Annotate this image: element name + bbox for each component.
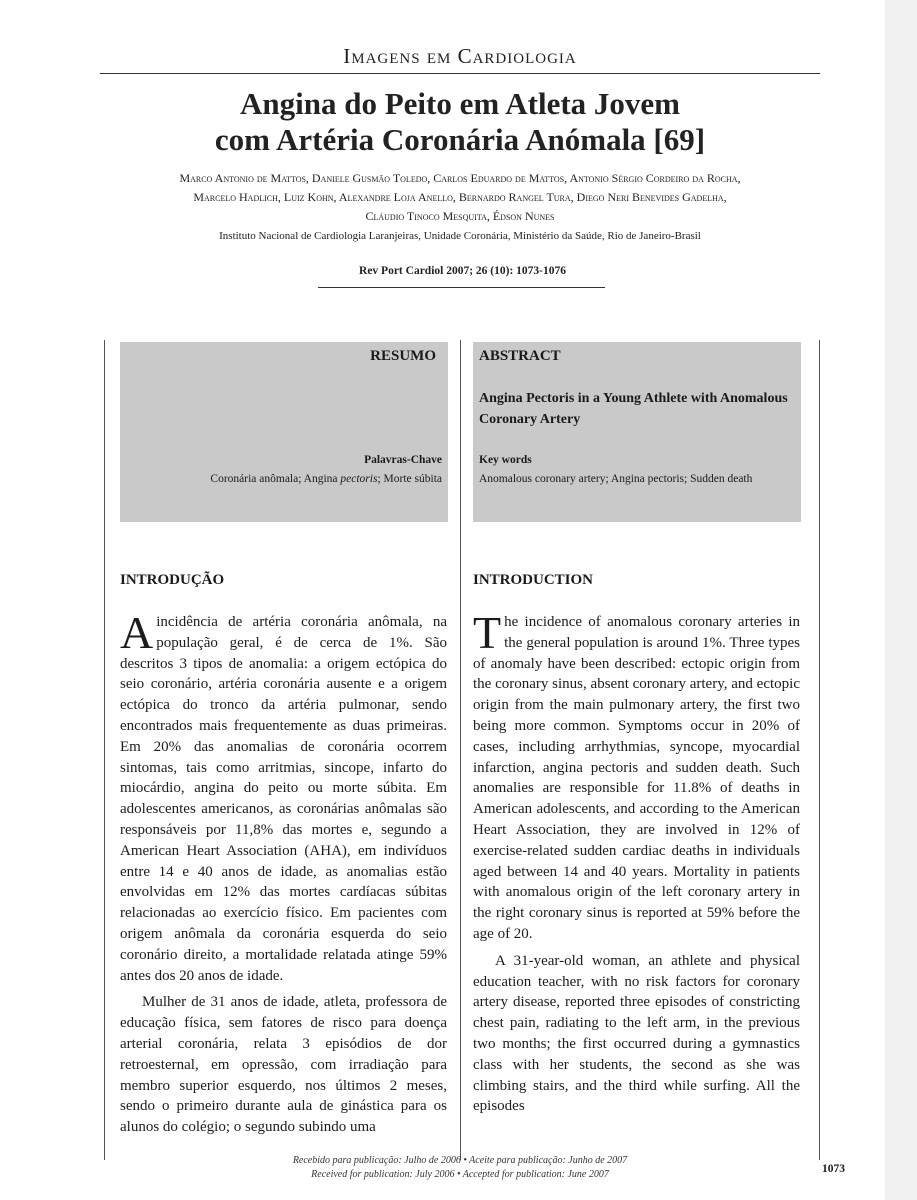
dropcap-pt: A (120, 612, 154, 658)
column-rule-right (819, 340, 820, 1160)
journal-citation: Rev Port Cardiol 2007; 26 (10): 1073-1076 (359, 265, 566, 277)
page-number: 1073 (822, 1163, 845, 1175)
resumo-heading: RESUMO (370, 348, 436, 364)
column-rule-middle (460, 340, 461, 1160)
paragraph-pt-1 (120, 612, 447, 986)
resumo-keywords-em: pectoris (340, 473, 378, 485)
header-rule (100, 73, 820, 74)
resumo-keywords-pre: Coronária anômala; Angina (210, 473, 341, 485)
authors-line-1: Marco Antonio de Mattos, Daniele Gusmão Toledo, Carlos Eduardo de Mattos, Antonio Sérgio Cordeiro da Rocha, (179, 171, 741, 185)
institution: Instituto Nacional de Cardiologia Laranjeiras, Unidade Coronária, Ministério da Saúde, Rio de Janeiro-Brasil (219, 230, 701, 242)
abstract-keywords: Anomalous coronary artery; Angina pectoris; Sudden death (479, 473, 753, 485)
abstract-title: Angina Pectoris in a Young Athlete with Anomalous Coronary Artery (479, 391, 788, 427)
author-list (100, 169, 820, 226)
resumo-keywords-label: Palavras-Chave (364, 454, 442, 466)
resumo-keywords (210, 473, 442, 485)
resumo-box (120, 342, 448, 522)
body-column-en (473, 612, 800, 1152)
dropcap-en: T (473, 612, 502, 658)
resumo-keywords-post: ; Morte súbita (377, 473, 442, 485)
title-line-1: Angina do Peito em Atleta Jovem (240, 86, 680, 121)
journal-rule (318, 287, 605, 288)
paragraph-en-1-text: he incidence of anomalous coronary arteries in the general population is around 1%. Three types of anomaly have been described: ectopic origin from the coronary sinus, absent coronary artery, and ectopic origin from the main pulmonary artery, the first two being more common. Symptoms occur in 20% of cases, including arrhythmias, syncope, myocardial infarction, angina pectoris and sudden death. Such anomalies are responsible for 11.8% of deaths in American adolescents, and according to the American Heart Association, they are involved in 12% of exercise-related sudden cardiac deaths in individuals aged between 14 and 40 years. Mortality in patients with anomalous origin of the left coronary artery in the right coronary sinus is reported at 59% before the age of 20. (473, 614, 800, 942)
article-title (100, 86, 820, 158)
column-rule-left (104, 340, 105, 1160)
footer-line-en: Received for publication: July 2006 • Accepted for publication: June 2007 (311, 1169, 609, 1180)
section-title: Imagens em Cardiologia (343, 44, 577, 68)
paragraph-en-1 (473, 612, 800, 945)
body-column-pt (120, 612, 447, 1152)
intro-heading-pt: INTRODUÇÃO (120, 572, 225, 588)
title-line-2: com Artéria Coronária Anómala [69] (214, 122, 706, 157)
authors-line-3: Cláudio Tinoco Mesquita, Édson Nunes (365, 209, 555, 223)
footer-line-pt: Recebido para publicação: Julho de 2006 • Aceite para publicação: Junho de 2007 (292, 1155, 628, 1166)
paragraph-pt-1-text: incidência de artéria coronária anômala, na população geral, é de cerca de 1%. São descritos 3 tipos de anomalia: a origem ectópica do seio coronário, artéria coronária ausente e a origem ectópica do tronco da artéria pulmonar, sendo encontrados mais frequentemente as duas primeiras. Em 20% das anomalias de coronária ocorrem sintomas, tais como arritmias, sincope, infarto do miocárdio, angina do peito ou morte súbita. Em adolescentes americanos, as coronárias anômalas são responsáveis por 11,8% das mortes e, segundo a American Heart Association (AHA), em indivíduos entre 14 e 40 anos de idade, as anomalias estão envolvidas em 12% das mortes cardíacas súbitas relacionadas ao exercício físico. Em pacientes com origem anômala da coronária esquerda do seio coronário direito, a mortalidade relatada atinge 59% antes dos 20 anos de idade. (120, 614, 447, 984)
paragraph-pt-2: Mulher de 31 anos de idade, atleta, professora de educação física, sem fatores de risco para doença arterial coronária, relata 3 episódios de dor retroesternal, em opressão, com irradiação para membro superior esquerdo, nos últimos 2 meses, sendo o primeiro durante aula de ginástica para os alunos do colégio; o segundo subindo uma (120, 994, 447, 1136)
abstract-keywords-label: Key words (479, 454, 532, 466)
paragraph-en-2: A 31-year-old woman, an athlete and physical education teacher, with no risk factors for coronary artery disease, reported three episodes of constricting chest pain, radiating to the left arm, in the previous two months; the first occurred during a gymnastics class with her students, the second as she was climbing stairs, and the third while surfing. All the episodes (473, 952, 800, 1115)
abstract-box (473, 342, 801, 522)
abstract-heading: ABSTRACT (479, 348, 561, 364)
authors-line-2: Marcelo Hadlich, Luiz Kohn, Alexandre Loja Anello, Bernardo Rangel Tura, Diego Neri Benevides Gadelha, (193, 190, 727, 204)
page-edge-strip (885, 0, 917, 1200)
intro-heading-en: INTRODUCTION (473, 572, 594, 588)
publication-dates (100, 1154, 820, 1182)
